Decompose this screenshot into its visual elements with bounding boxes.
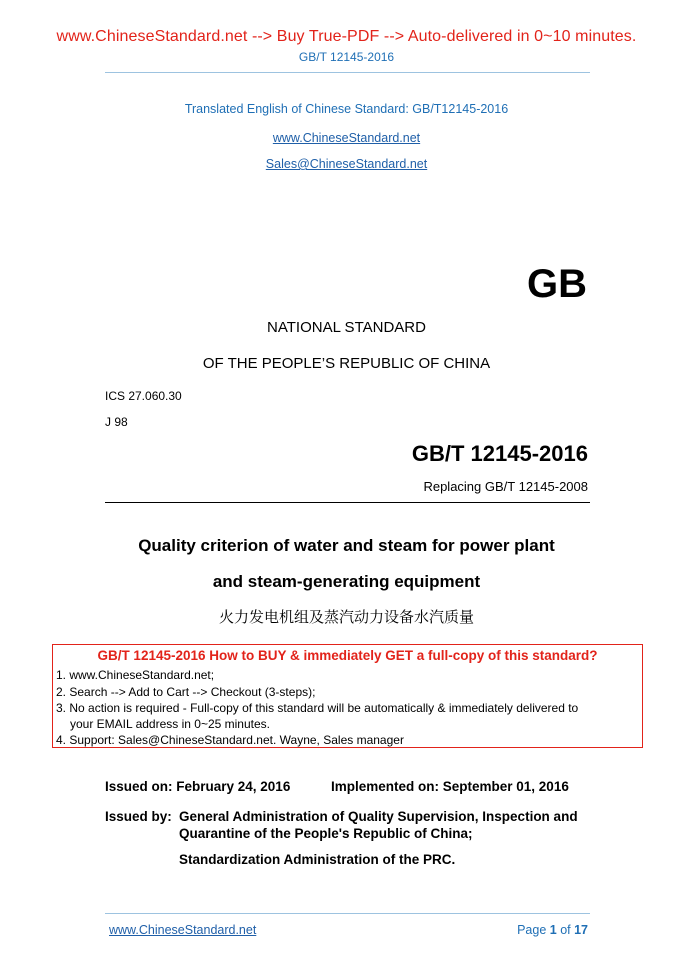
j-code: J 98 <box>105 415 128 429</box>
page-prefix: Page <box>517 923 550 937</box>
footer-site-row <box>109 923 256 937</box>
national-standard-heading: NATIONAL STANDARD <box>267 319 426 336</box>
gb-logo: GB <box>527 262 587 306</box>
buy-step-2: 2. Search --> Add to Cart --> Checkout (3-steps); <box>56 685 316 699</box>
issued-by-line-3: Standardization Administration of the PRC. <box>179 852 456 867</box>
buy-step-3: 3. No action is required - Full-copy of this standard will be automatically & immediately delivered to <box>56 701 579 715</box>
header-standard-code: GB/T 12145-2016 <box>298 50 395 64</box>
sales-email-link[interactable]: Sales@ChineseStandard.net <box>265 157 428 171</box>
title-divider <box>105 502 590 503</box>
page-number <box>517 923 588 937</box>
sales-link-row <box>0 157 693 171</box>
issued-on-date: Issued on: February 24, 2016 <box>105 779 291 794</box>
replacing-note: Replacing GB/T 12145-2008 <box>423 479 588 494</box>
title-line-1: Quality criterion of water and steam for power plant <box>138 536 555 555</box>
buy-step-4: 4. Support: Sales@ChineseStandard.net. Wayne, Sales manager <box>56 733 404 747</box>
title-chinese: 火力发电机组及蒸汽动力设备水汽质量 <box>218 608 474 626</box>
promo-banner[interactable]: www.ChineseStandard.net --> Buy True-PDF --> Auto-delivered in 0~10 minutes. <box>56 28 637 45</box>
buy-step-3-continued: your EMAIL address in 0~25 minutes. <box>70 717 270 731</box>
ics-code: ICS 27.060.30 <box>105 389 182 403</box>
site-link[interactable]: www.ChineseStandard.net <box>272 131 421 145</box>
site-link-row <box>0 131 693 145</box>
buy-box-title: GB/T 12145-2016 How to BUY & immediately GET a full-copy of this standard? <box>97 648 598 663</box>
page-of: of <box>556 923 575 937</box>
issued-by-line-2: Quarantine of the People's Republic of China; <box>179 826 473 841</box>
issued-by-label: Issued by: <box>105 809 172 824</box>
footer-divider <box>105 913 590 914</box>
current-page: 1 <box>549 923 557 937</box>
footer-site-link[interactable]: www.ChineseStandard.net <box>109 923 257 937</box>
translated-line: Translated English of Chinese Standard: GB/T12145-2016 <box>184 102 509 116</box>
issued-by-line-1: General Administration of Quality Supervision, Inspection and <box>179 809 578 824</box>
implemented-on-date: Implemented on: September 01, 2016 <box>331 779 569 794</box>
header-divider <box>105 72 590 73</box>
republic-heading: OF THE PEOPLE’S REPUBLIC OF CHINA <box>202 355 491 372</box>
buy-step-1: 1. www.ChineseStandard.net; <box>56 668 215 682</box>
total-pages: 17 <box>574 923 588 937</box>
standard-code: GB/T 12145-2016 <box>411 441 588 466</box>
title-line-2: and steam-generating equipment <box>212 572 481 591</box>
